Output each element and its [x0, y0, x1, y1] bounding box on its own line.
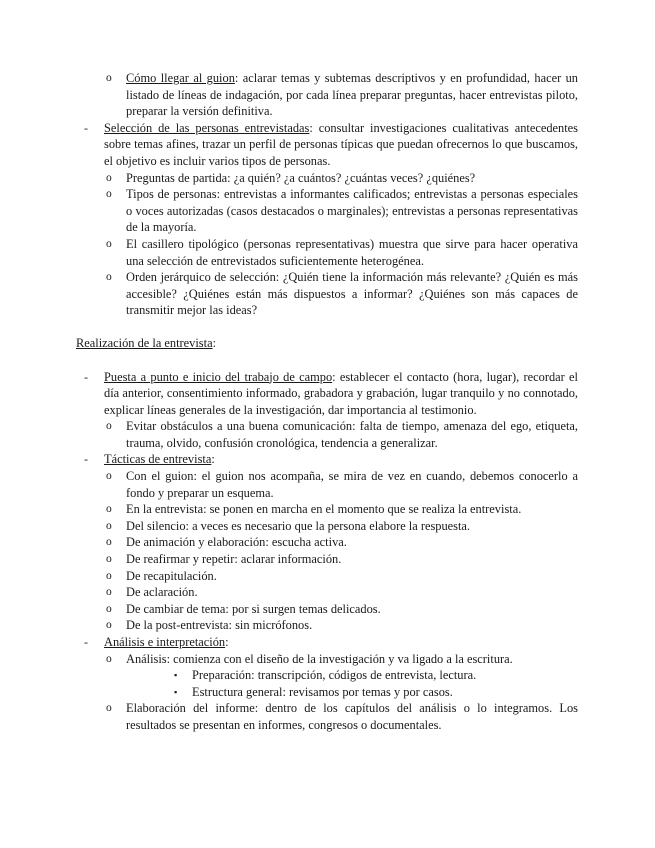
- item-text: Orden jerárquico de selección: ¿Quién tiene la información más relevante? ¿Quién es más accesible? ¿Quiénes están más dispuestos a informar? ¿Quiénes son más capaces de transmitir mejor las ideas?: [126, 270, 578, 318]
- item-text: Con el guion: el guion nos acompaña, se mira de vez en cuando, debemos conocerlo a fondo y preparar un esquema.: [126, 469, 578, 500]
- item-text: Preparación: transcripción, códigos de entrevista, lectura.: [192, 668, 477, 683]
- item-text: De cambiar de tema: por si surgen temas delicados.: [126, 601, 381, 616]
- list-item: [106, 700, 578, 733]
- bullet-marker: o: [106, 503, 112, 516]
- item-text: Tipos de personas: entrevistas a informantes calificados; entrevistas a personas especiales o voces autorizadas (casos destacados o marginales); entrevistas a personas representativas de la mayoría.: [126, 187, 578, 235]
- bullet-marker: o: [106, 271, 112, 284]
- bullet-marker: o: [106, 72, 112, 84]
- bullet-marker: o: [106, 420, 112, 433]
- list-item: [174, 667, 578, 684]
- bullet-marker: o: [106, 188, 112, 201]
- list-item-tacticas: [84, 451, 578, 468]
- bullet-marker: o: [106, 536, 112, 549]
- item-text: De recapitulación.: [126, 568, 217, 583]
- item-text: Elaboración del informe: dentro de los capítulos del análisis o lo integramos. Los resultados se presentan en informes, congresos o documentales.: [126, 701, 578, 732]
- bullet-marker: o: [106, 619, 112, 632]
- bullet-marker: o: [106, 602, 112, 615]
- list-item: [106, 236, 578, 269]
- list-item-seleccion: [84, 120, 578, 170]
- list-item: [106, 534, 578, 551]
- list-item: [106, 601, 578, 618]
- item-text: :: [211, 452, 215, 467]
- item-text: De reafirmar y repetir: aclarar información.: [126, 552, 342, 567]
- item-title: Análisis e interpretación: [104, 635, 226, 649]
- list-item: [106, 418, 578, 451]
- bullet-marker: o: [106, 171, 112, 184]
- list-item: [174, 684, 578, 701]
- list-item: [106, 551, 578, 568]
- item-title: Selección de las personas entrevistadas: [104, 120, 310, 135]
- bullet-marker: o: [106, 569, 112, 582]
- bullet-marker: o: [106, 652, 112, 665]
- dash-marker: -: [84, 452, 88, 467]
- list-item: [106, 269, 578, 319]
- list-item-puesta: [84, 369, 578, 419]
- list-item-analisis: [84, 634, 578, 651]
- list-item: [106, 501, 578, 518]
- item-text: El casillero tipológico (personas representativas) muestra que sirve para hacer operativa una selección de entrevistados suficientemente heterogénea.: [126, 236, 578, 268]
- bullet-marker: o: [106, 470, 112, 483]
- bullet-marker: o: [106, 702, 112, 715]
- heading-text: Realización de la entrevista: [76, 335, 213, 350]
- document-page: [0, 70, 655, 734]
- square-bullet-marker: ▪: [174, 670, 178, 681]
- bullet-marker: o: [106, 519, 112, 532]
- bullet-marker: o: [106, 553, 112, 566]
- item-text: Preguntas de partida: ¿a quién? ¿a cuántos? ¿cuántas veces? ¿quiénes?: [126, 170, 476, 185]
- item-text: En la entrevista: se ponen en marcha en el momento que se realiza la entrevista.: [126, 502, 522, 517]
- heading-suffix: :: [212, 335, 217, 350]
- dash-marker: -: [84, 635, 88, 649]
- item-title: Tácticas de entrevista: [104, 452, 212, 467]
- item-text: Del silencio: a veces es necesario que la persona elabore la respuesta.: [126, 518, 471, 533]
- section-heading: [76, 335, 655, 352]
- list-item: [106, 468, 578, 501]
- item-text: De la post-entrevista: sin micrófonos.: [126, 618, 313, 633]
- list-item: [106, 584, 578, 601]
- list-item: [106, 617, 578, 634]
- list-item: [106, 518, 578, 535]
- item-text: : aclarar temas y subtemas descriptivos y en profundidad, hacer un listado de líneas de indagación, por cada línea preparar preguntas, hacer entrevistas piloto, preparar la versión definitiva.: [126, 71, 578, 119]
- item-text: : establecer el contacto (hora, lugar), recordar el día anterior, consentimiento informado, grabadora y grabación, lugar tranquilo y no connotado, explicar líneas generales de la investigación, dar importancia al testimonio.: [104, 369, 578, 417]
- item-text: Análisis: comienza con el diseño de la investigación y va ligado a la escritura.: [126, 651, 513, 666]
- square-bullet-marker: ▪: [174, 686, 178, 697]
- bullet-marker: o: [106, 237, 112, 250]
- item-text: :: [225, 635, 229, 649]
- list-item: [106, 170, 578, 187]
- item-title: Cómo llegar al guion: [126, 71, 235, 85]
- bullet-marker: o: [106, 586, 112, 599]
- dash-marker: -: [84, 369, 88, 384]
- item-title: Puesta a punto e inicio del trabajo de campo: [104, 369, 333, 384]
- list-item: [106, 651, 578, 668]
- list-item-guion: [106, 70, 578, 120]
- item-text: De animación y elaboración: escucha activa.: [126, 535, 347, 550]
- item-text: Estructura general: revisamos por temas y por casos.: [192, 684, 453, 699]
- dash-marker: -: [84, 120, 88, 135]
- item-text: Evitar obstáculos a una buena comunicación: falta de tiempo, amenaza del ego, etiqueta, trauma, olvido, confusión cronológica, tendencia a generalizar.: [126, 419, 578, 450]
- item-text: : consultar investigaciones cualitativas antecedentes sobre temas afines, trazar un perfil de personas típicas que puedan ofrecernos lo que buscamos, el objetivo es incluir varios tipos de personas.: [104, 120, 578, 168]
- list-item: [106, 568, 578, 585]
- list-item: [106, 186, 578, 236]
- item-text: De aclaración.: [126, 585, 198, 600]
